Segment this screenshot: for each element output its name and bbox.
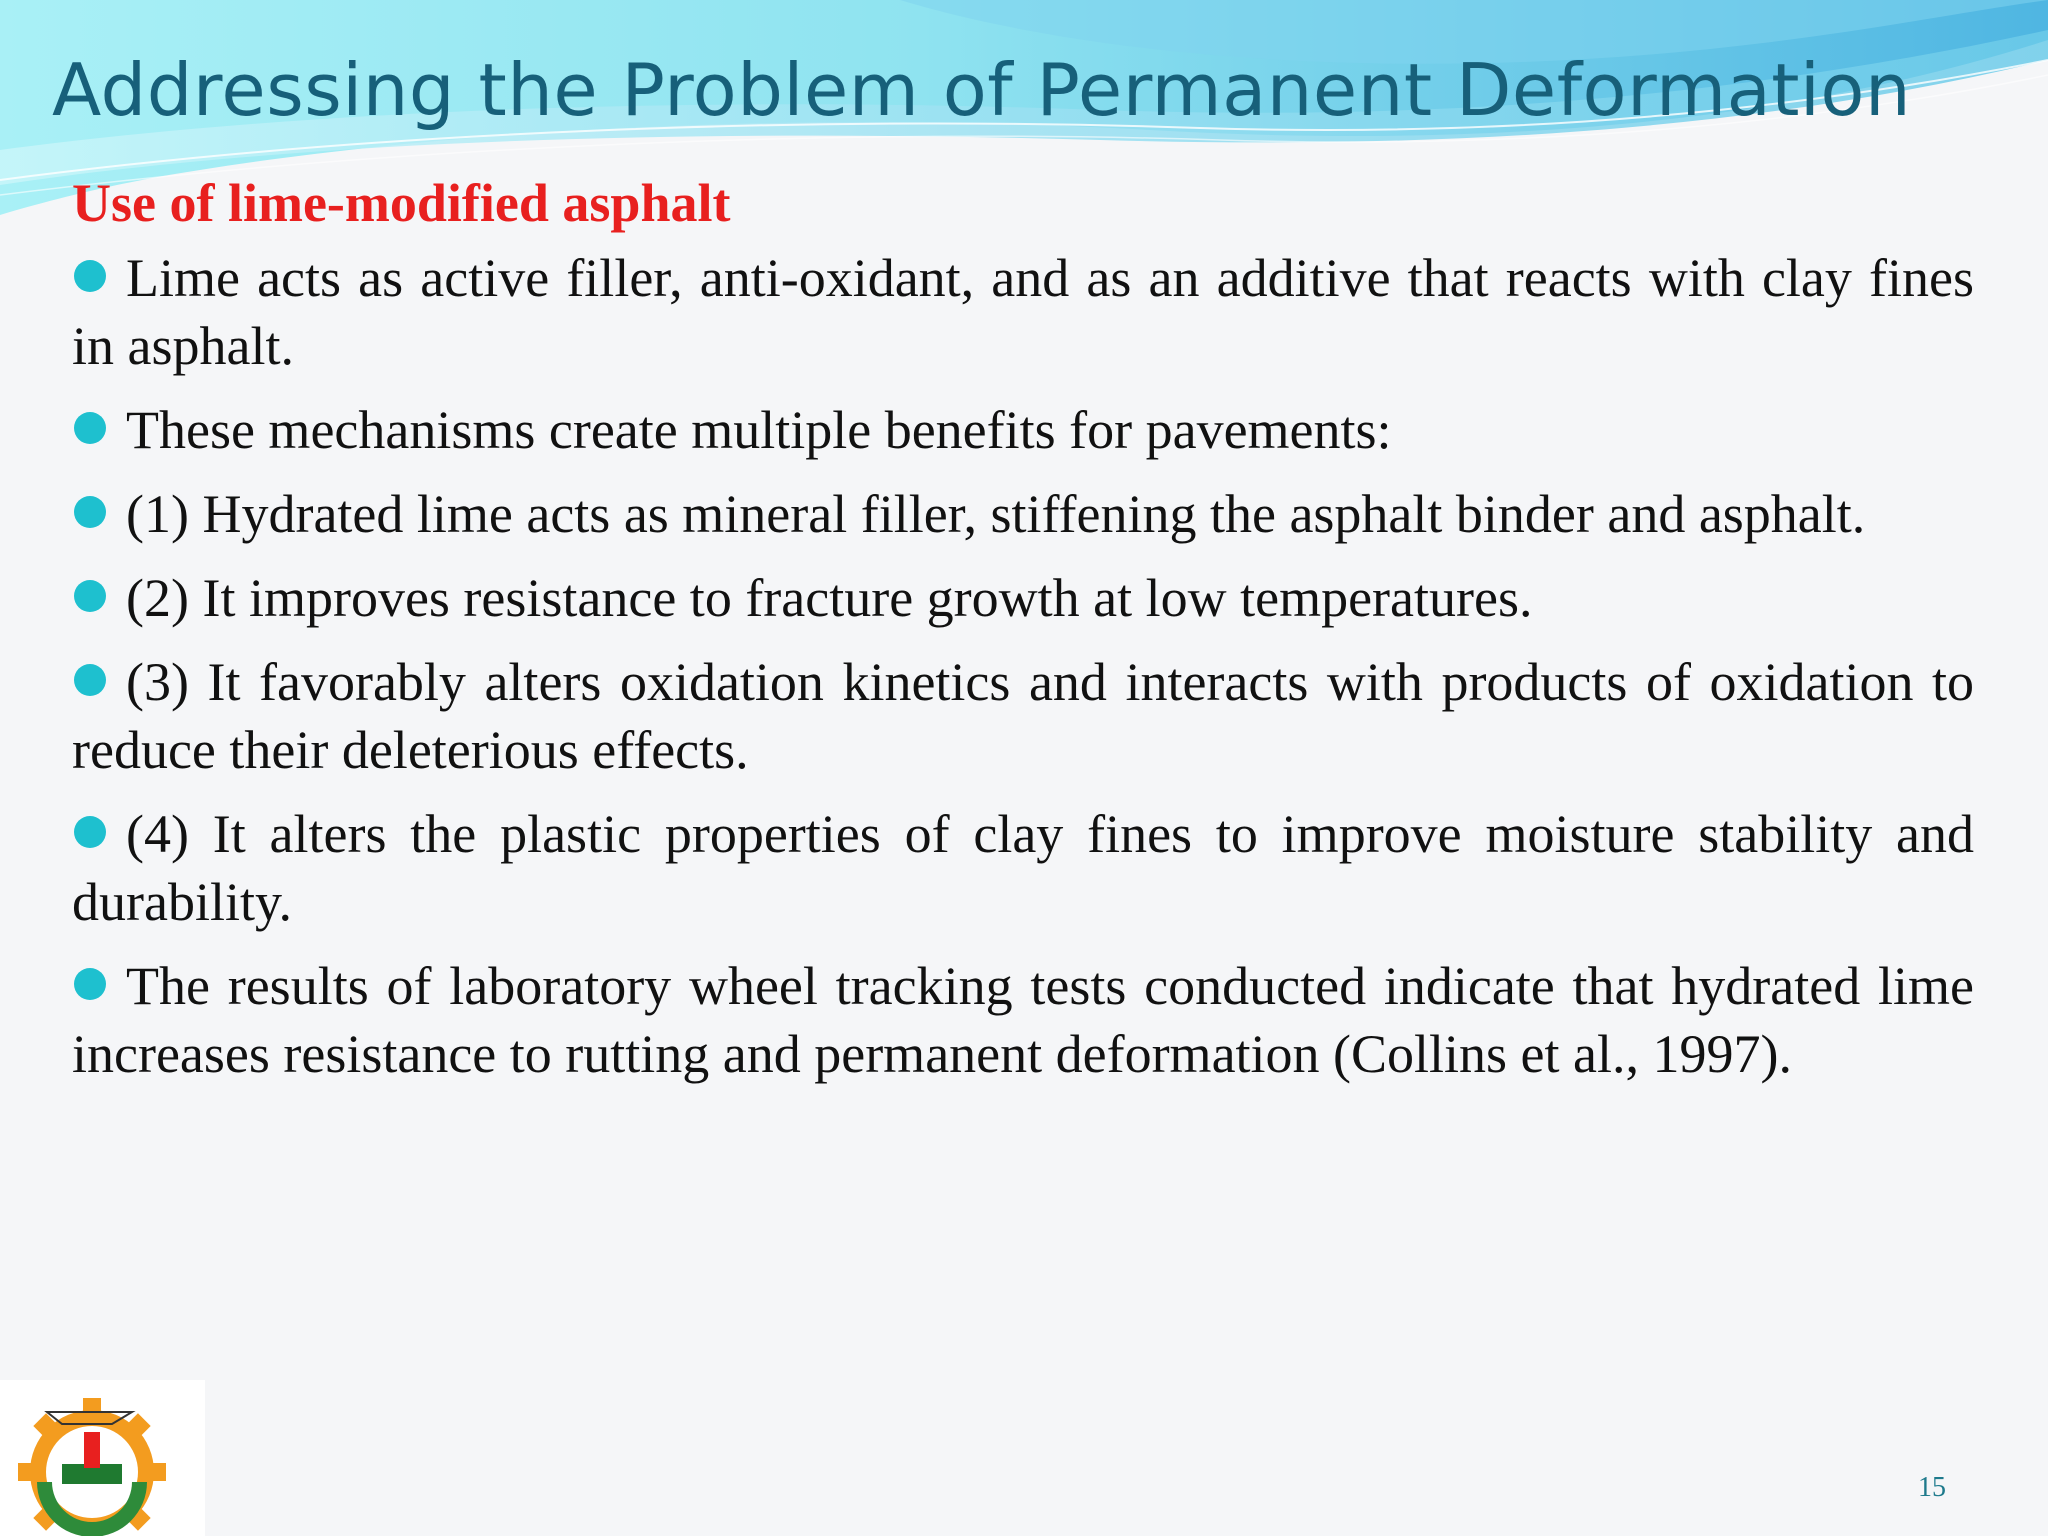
bullet-icon [74,496,106,528]
bullet-text: (2) It improves resistance to fracture growth at low temperatures. [126,568,1533,628]
bullet-text: Lime acts as active filler, anti-oxidant, and as an additive that reacts with clay fines in asphalt. [72,248,1974,376]
bullet-icon [74,580,106,612]
list-item [72,952,1974,1088]
bullet-text: These mechanisms create multiple benefits for pavements: [126,400,1392,460]
bullet-text: The results of laboratory wheel tracking tests conducted indicate that hydrated lime increases resistance to rutting and permanent deformation (Collins et al., 1997). [72,956,1974,1084]
slide-title: Addressing the Problem of Permanent Deformation [52,48,1912,132]
bullet-text: (1) Hydrated lime acts as mineral filler, stiffening the asphalt binder and asphalt. [126,484,1866,544]
gear-logo-icon [0,1380,205,1536]
page-number: 15 [1918,1472,1946,1503]
bullet-list [72,244,1974,1088]
list-item [72,564,1974,632]
list-item [72,244,1974,380]
bullet-icon [74,968,106,1000]
bullet-icon [74,412,106,444]
bullet-icon [74,664,106,696]
engineering-society-logo [0,1380,205,1536]
list-item [72,396,1974,464]
list-item [72,480,1974,548]
list-item [72,800,1974,936]
bullet-text: (4) It alters the plastic properties of clay fines to improve moisture stability and durability. [72,804,1974,932]
bullet-text: (3) It favorably alters oxidation kinetics and interacts with products of oxidation to reduce their deleterious effects. [72,652,1974,780]
list-item [72,648,1974,784]
slide-content [72,168,1974,1104]
slide-subtitle: Use of lime-modified asphalt [72,173,731,233]
bullet-icon [74,260,106,292]
bullet-icon [74,816,106,848]
